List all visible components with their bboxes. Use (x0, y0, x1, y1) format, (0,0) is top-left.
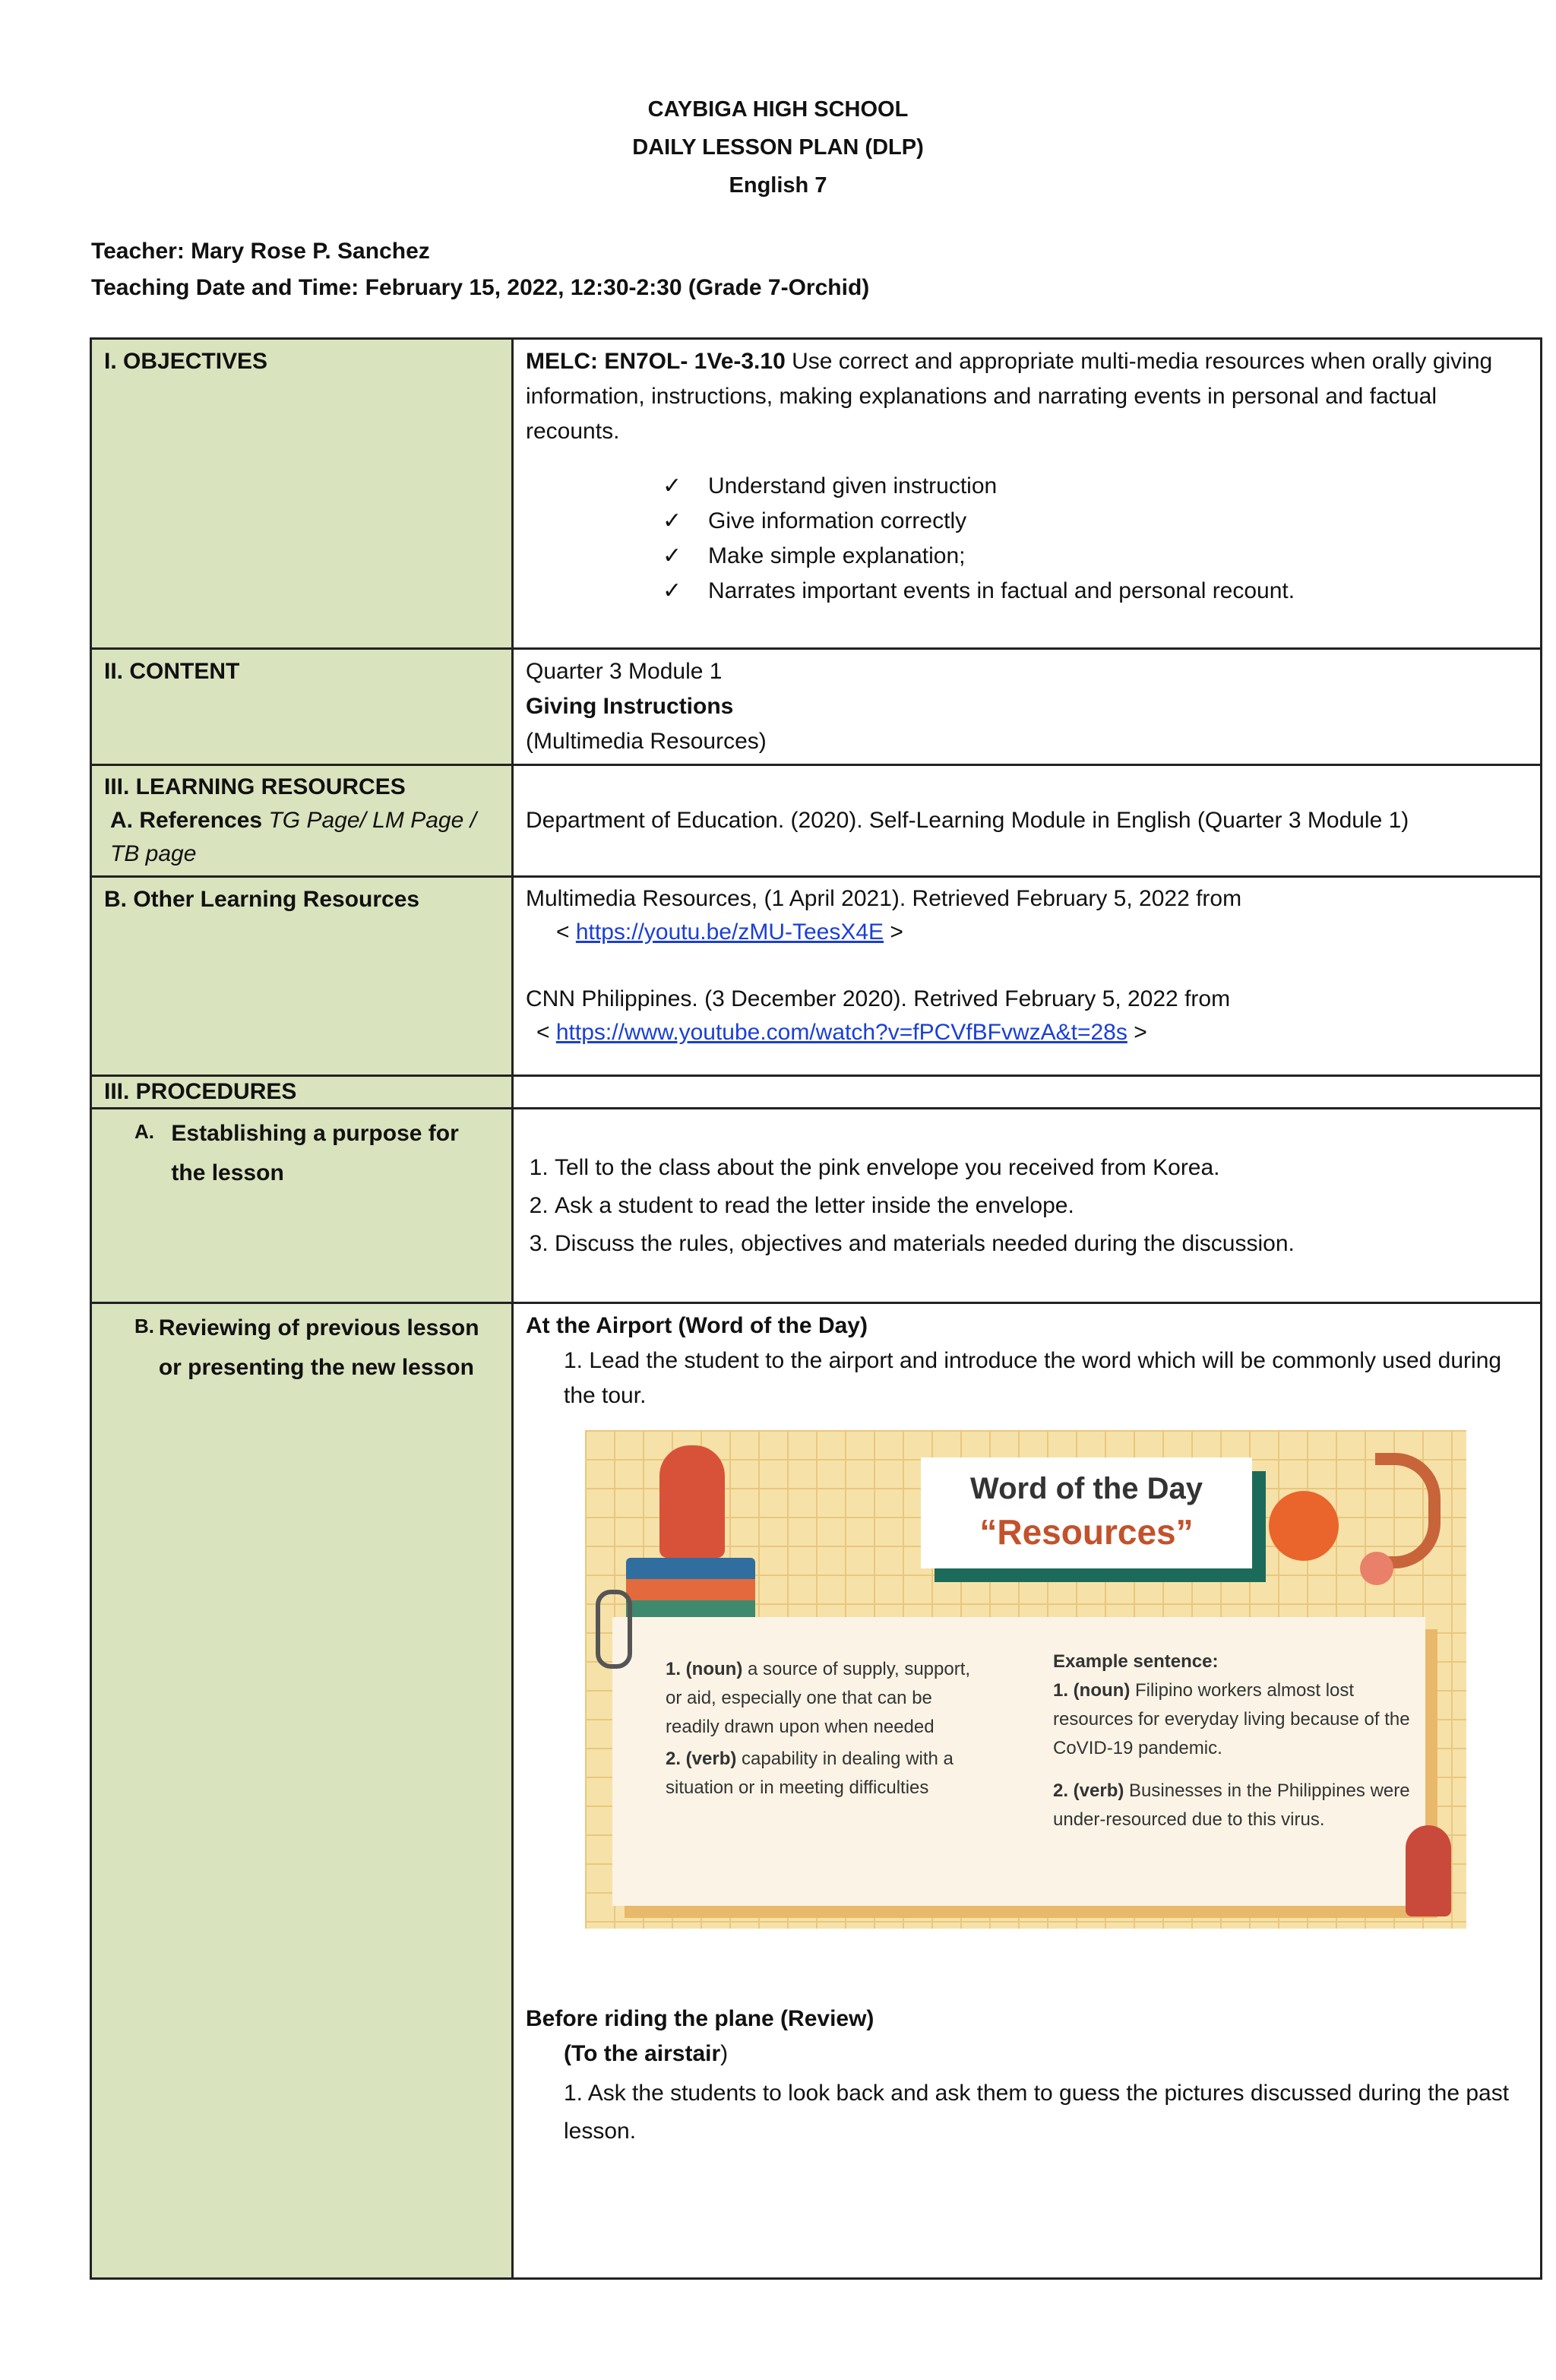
lesson-plan-table (90, 337, 1542, 2280)
reference-text: Department of Education. (2020). Self-Learning Module in English (Quarter 3 Module 1) (526, 808, 1409, 833)
definition-card (612, 1617, 1425, 1906)
references-row (91, 765, 1542, 877)
purpose-cell (513, 1109, 1542, 1303)
subject-title: English 7 (729, 173, 827, 198)
child-illustration (1406, 1825, 1451, 1916)
check-icon: ✓ (663, 508, 682, 533)
learning-resources-label: III. LEARNING RESOURCES (104, 774, 406, 799)
purpose-step: 1. Tell to the class about the pink envelope you received from Korea. (555, 1149, 1528, 1187)
other-resources-label: B. Other Learning Resources (91, 877, 513, 1076)
example-2: 2. (verb) Businesses in the Philippines were under-resourced due to this virus. (1053, 1780, 1410, 1830)
procedures-empty-cell (513, 1076, 1542, 1109)
references-label: A. References TG Page/ LM Page / TB page (110, 808, 476, 866)
dot-decoration (1360, 1552, 1393, 1585)
examples (1053, 1647, 1410, 1834)
procedures-row (91, 1076, 1542, 1109)
word-of-day-word: “Resources” (979, 1512, 1194, 1552)
objectives-label: I. OBJECTIVES (91, 339, 513, 649)
definitions (666, 1655, 985, 1802)
other-resources-row (91, 877, 1542, 1076)
review-subheading: (To the airstair) (564, 2041, 729, 2066)
checklist-item: ✓ Understand given instruction (663, 469, 1528, 504)
teacher-line: Teacher: Mary Rose P. Sanchez (91, 239, 430, 264)
references-cell (513, 765, 1542, 877)
reading-child-illustration (659, 1445, 725, 1558)
paperclip-icon (596, 1590, 632, 1669)
procedures-label: III. PROCEDURES (91, 1076, 513, 1109)
definition-2: 2. (verb) capability in dealing with a situation or in meeting difficulties (666, 1749, 954, 1798)
content-subtopic: (Multimedia Resources) (526, 729, 767, 754)
objectives-row (91, 339, 1542, 649)
squiggle-decoration (1375, 1453, 1441, 1568)
word-of-day-title-box (921, 1457, 1252, 1568)
content-topic: Giving Instructions (526, 694, 734, 719)
purpose-label-cell (91, 1109, 513, 1303)
melc-code: MELC: EN7OL- 1Ve-3.10 (526, 349, 786, 374)
example-1: 1. (noun) Filipino workers almost lost resources for everyday living because of the CoVID-19 pandemic. (1053, 1680, 1410, 1758)
word-of-day-title: Word of the Day (970, 1472, 1203, 1505)
review-step: 1. Ask the students to look back and ask them to guess the pictures discussed during the past lesson. (564, 2081, 1510, 2144)
review-letter: B. (134, 1315, 154, 1337)
purpose-letter: A. (134, 1120, 154, 1143)
airport-step: 1. Lead the student to the airport and introduce the word which will be commonly used during the tour. (564, 1348, 1502, 1408)
purpose-label: Establishing a purpose for the lesson (171, 1121, 459, 1185)
review-label-cell (91, 1303, 513, 2279)
review-row (91, 1303, 1542, 2279)
checklist-item: ✓ Narrates important events in factual and personal recount. (663, 574, 1528, 609)
definition-1: 1. (noun) a source of supply, support, or aid, especially one that can be readily drawn upon when needed (666, 1659, 971, 1737)
objectives-content (513, 339, 1542, 649)
school-name: CAYBIGA HIGH SCHOOL (647, 97, 909, 122)
references-label-cell (91, 765, 513, 877)
check-icon: ✓ (663, 473, 682, 498)
content-cell (513, 649, 1542, 765)
purpose-step: 2. Ask a student to read the letter inside the envelope. (555, 1187, 1528, 1225)
date-time-line: Teaching Date and Time: February 15, 2022, 12:30-2:30 (Grade 7-Orchid) (91, 275, 870, 300)
airport-heading: At the Airport (Word of the Day) (526, 1313, 868, 1338)
checklist-item: ✓ Make simple explanation; (663, 539, 1528, 574)
purpose-step: 3. Discuss the rules, objectives and materials needed during the discussion. (555, 1225, 1528, 1263)
youtube-link-1[interactable]: https://youtu.be/zMU-TeesX4E (575, 919, 884, 945)
check-icon: ✓ (663, 578, 682, 603)
purpose-row (91, 1109, 1542, 1303)
other-resource-2: CNN Philippines. (3 December 2020). Retrived February 5, 2022 from (526, 986, 1231, 1011)
sun-decoration (1269, 1491, 1339, 1561)
word-of-the-day-image (585, 1430, 1466, 1929)
document-title: DAILY LESSON PLAN (DLP) (632, 135, 924, 160)
content-quarter: Quarter 3 Module 1 (526, 659, 723, 684)
youtube-link-2[interactable]: https://www.youtube.com/watch?v=fPCVfBFvwzA&t=28s (555, 1020, 1127, 1045)
melc-paragraph (526, 344, 1528, 449)
other-resource-1: Multimedia Resources, (1 April 2021). Retrieved February 5, 2022 from (526, 886, 1242, 911)
check-icon: ✓ (663, 543, 682, 568)
example-heading: Example sentence: (1053, 1651, 1219, 1672)
purpose-steps (526, 1149, 1528, 1263)
review-label: Reviewing of previous lesson or presenting the new lesson (158, 1315, 479, 1380)
other-resources-cell: Multimedia Resources, (1 April 2021). Retrieved February 5, 2022 from < https://youtu.be/zMU-TeesX4E > CNN Philippines. (3 December 2020). Retrived February 5, 2022 from < https://www.youtube.com/watch?v=fPCVfBFvwzA&t=28s > (513, 877, 1542, 1076)
objectives-checklist (526, 469, 1528, 609)
checklist-item: ✓ Give information correctly (663, 504, 1528, 539)
review-heading: Before riding the plane (Review) (526, 2006, 874, 2031)
melc-text: Use correct and appropriate multi-media resources when orally giving information, instructions, making explanations and narrating events in personal and factual recounts. (526, 349, 1493, 444)
review-cell (513, 1303, 1542, 2279)
content-row (91, 649, 1542, 765)
content-label: II. CONTENT (91, 649, 513, 765)
